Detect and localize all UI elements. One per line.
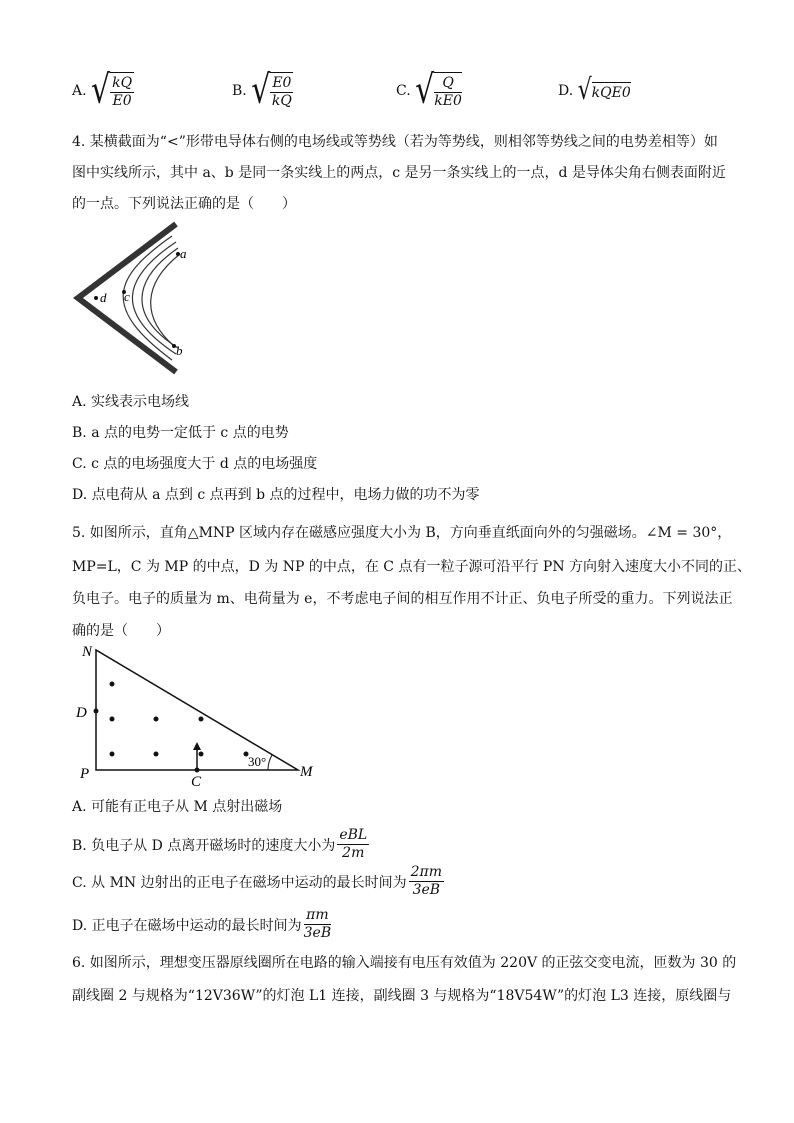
q4-stem-line-2: 图中实线所示，其中 a、b 是同一条实线上的两点，c 是另一条实线上的一点，d 是导体尖角右侧表面附近 (72, 165, 726, 181)
q4-stem-line-1: 4. 某横截面为“<”形带电导体右侧的电场线或等势线（若为等势线，则相邻等势线之间的电势差相等）如 (72, 134, 718, 150)
label-b: b (176, 343, 183, 358)
point-d (94, 296, 98, 300)
label-m: M (300, 764, 313, 780)
q3-option-b (232, 67, 293, 114)
q4-stem-line-3: 的一点。下列说法正确的是（ ） (72, 196, 296, 212)
q5-stem-line-4: 确的是（ ） (72, 623, 170, 639)
option-letter: C. (396, 83, 411, 99)
label-a: a (180, 246, 187, 261)
field-line-3 (142, 248, 178, 348)
q5-stem-line-1: 5. 如图所示，直角△MNP 区域内存在磁感应强度大小为 B，方向垂直纸面向外的匀强磁场。∠M = 30°， (72, 525, 732, 541)
fraction-numerator: E0 (272, 75, 292, 91)
option-text: B. 负电子从 D 点离开磁场时的速度大小为 (72, 837, 336, 854)
field-dot (154, 717, 159, 722)
q5-option-b (72, 827, 369, 862)
fraction-denominator: kQ (271, 93, 292, 109)
field-dot (110, 682, 115, 687)
fraction-numerator: 2πm (410, 864, 442, 880)
label-d: D (76, 705, 87, 721)
sqrt-body: kQE0 (592, 82, 631, 101)
fraction-denominator: 3eB (412, 882, 441, 898)
option-text: C. 从 MN 边射出的正电子在磁场中运动的最长时间为 (72, 874, 407, 891)
q4-option-a: A. 实线表示电场线 (72, 394, 190, 410)
angle-arc (268, 755, 272, 770)
point-d-dot (94, 709, 99, 714)
field-dot (110, 752, 115, 757)
q3-option-c (396, 67, 462, 114)
option-letter: B. (232, 83, 247, 99)
fraction-numerator: πm (304, 907, 331, 925)
q5-stem-line-3: 负电子。电子的质量为 m、电荷量为 e，不考虑电子间的相互作用不计正、负电子所受的重力。下列说法正 (72, 591, 733, 607)
q4-option-d: D. 点电荷从 a 点到 c 点再到 b 点的过程中，电场力做的功不为零 (72, 487, 480, 503)
field-dot (199, 717, 204, 722)
fraction-denominator: 2m (342, 845, 365, 861)
label-d: d (100, 290, 107, 305)
label-c: c (124, 289, 130, 304)
sqrt-expression: √ $\frac{E0}{kQ}$ (251, 67, 292, 114)
sqrt-expression: √ $\frac{kQ}{E0}$ (91, 67, 133, 114)
q3-option-a (72, 67, 134, 114)
field-dot (110, 717, 115, 722)
label-p: P (80, 766, 90, 782)
option-letter: D. (558, 83, 574, 99)
angle-label: 30° (248, 754, 267, 769)
q5-stem-line-2: MP=L，C 为 MP 的中点，D 为 NP 的中点，在 C 点有一粒子源可沿平行 PN 方向射入速度大小不同的正、 (72, 559, 752, 575)
option-text: D. 正电子在磁场中运动的最长时间为 (72, 917, 302, 934)
fraction-denominator: E0 (112, 93, 132, 109)
option-letter: A. (72, 83, 87, 99)
fraction-denominator: 3eB (303, 925, 332, 941)
label-n: N (82, 644, 93, 660)
field-line-2 (132, 242, 176, 354)
q4-option-b: B. a 点的电势一定低于 c 点的电势 (72, 425, 289, 441)
q5-option-a: A. 可能有正电子从 M 点射出磁场 (72, 799, 283, 815)
q6-stem-line-2: 副线圈 2 与规格为“12V36W”的灯泡 L1 连接，副线圈 3 与规格为“18V54W”的灯泡 L3 连接，原线圈与 (72, 988, 732, 1004)
q3-option-d (558, 74, 631, 107)
q4-option-c: C. c 点的电场强度大于 d 点的电场强度 (72, 456, 318, 472)
q5-triangle-figure (72, 640, 332, 790)
q5-option-c (72, 864, 444, 899)
sqrt-expression: √ kQE0 (577, 74, 631, 107)
fraction-numerator: kQ (112, 75, 133, 91)
q4-conductor-figure (72, 218, 202, 378)
q5-option-d (72, 907, 331, 942)
field-dot (154, 752, 159, 757)
fraction-numerator: Q (434, 75, 462, 93)
q6-stem-line-1: 6. 如图所示，理想变压器原线圈所在电路的输入端接有电压有效值为 220V 的正弦交变电流，匝数为 30 的 (72, 955, 737, 971)
field-dot (199, 752, 204, 757)
velocity-arrowhead (193, 742, 201, 750)
sqrt-expression: √ $\frac{Q}{kE0}$ (415, 67, 462, 114)
fraction-denominator: kE0 (434, 93, 462, 109)
label-c: C (191, 774, 202, 790)
fraction-numerator: eBL (339, 827, 368, 843)
